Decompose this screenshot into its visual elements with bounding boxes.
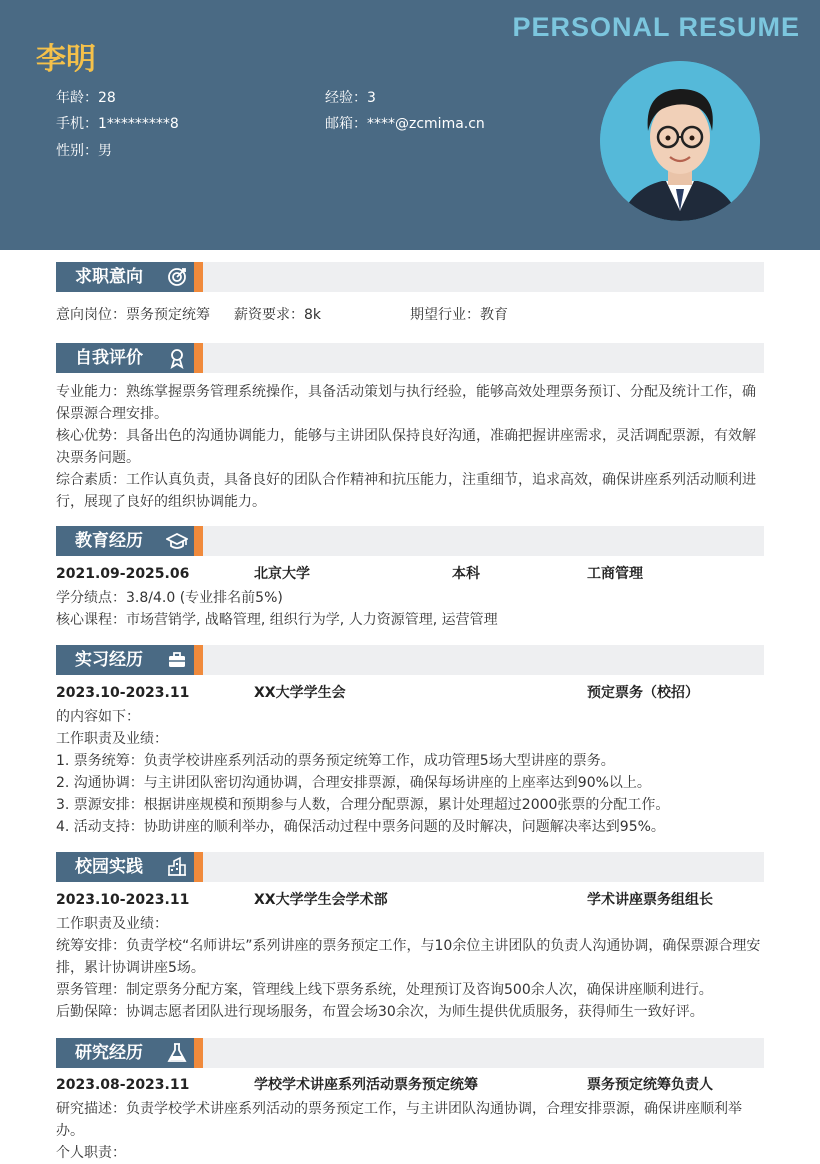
award-icon <box>166 347 188 369</box>
internship-line: 3. 票源安排：根据讲座规模和预期参与人数，合理分配票源，累计处理超过2000张票的分配工作。 <box>56 797 670 813</box>
education-period: 2021.09-2025.06 <box>56 566 190 582</box>
campus-line: 统筹安排：负责学校“名师讲坛”系列讲座的票务预定工作，与10余位主讲团队的负责人沟通协调，确保票源合理安排，累计协调讲座5场。 <box>56 938 761 976</box>
age-field: 年龄：28 <box>56 90 116 106</box>
email-field: 邮箱：****@zcmima.cn <box>325 116 485 132</box>
self-eval-qualities: 综合素质：工作认真负责，具备良好的团队合作精神和抗压能力，注重细节，追求高效，确保讲座系列活动顺利进行，展现了良好的组织协调能力。 <box>56 472 756 510</box>
section-internship <box>56 645 764 675</box>
education-major: 工商管理 <box>587 566 643 582</box>
research-project: 学校学术讲座系列活动票务预定统筹 <box>254 1077 478 1093</box>
internship-line: 工作职责及业绩： <box>56 731 168 747</box>
campus-line: 票务管理：制定票务分配方案，管理线上线下票务系统，处理预订及咨询500余人次，确保讲座顺利进行。 <box>56 982 713 998</box>
education-school: 北京大学 <box>254 566 310 582</box>
education-degree: 本科 <box>452 566 480 582</box>
research-role: 票务预定统筹负责人 <box>587 1077 713 1093</box>
resume-header <box>0 0 820 250</box>
education-courses: 核心课程：市场营销学, 战略管理, 组织行为学, 人力资源管理, 运营管理 <box>56 612 498 628</box>
research-duties-label: 个人职责： <box>56 1145 126 1161</box>
internship-line: 的内容如下： <box>56 709 140 725</box>
campus-line: 后勤保障：协调志愿者团队进行现场服务，布置会场30余次，为师生提供优质服务，获得师生一致好评。 <box>56 1004 704 1020</box>
gender-field: 性别：男 <box>56 143 112 159</box>
section-title: 求职意向 <box>75 267 143 287</box>
campus-organization: XX大学学生会学术部 <box>254 892 388 908</box>
internship-organization: XX大学学生会 <box>254 685 346 701</box>
salary-expectation: 薪资要求：8k <box>234 307 322 323</box>
intended-position: 意向岗位：票务预定统筹 <box>56 307 210 323</box>
section-title: 研究经历 <box>75 1043 143 1063</box>
graduation-cap-icon <box>166 530 188 552</box>
education-gpa: 学分绩点：3.8/4.0 (专业排名前5%) <box>56 590 283 606</box>
target-icon <box>166 266 188 288</box>
section-self-evaluation <box>56 343 764 373</box>
section-research <box>56 1038 764 1068</box>
section-campus-practice <box>56 852 764 882</box>
experience-field: 经验：3 <box>325 90 376 106</box>
research-description: 研究描述：负责学校学术讲座系列活动的票务预定工作，与主讲团队沟通协调，合理安排票源，确保讲座顺利举办。 <box>56 1101 742 1139</box>
research-period: 2023.08-2023.11 <box>56 1077 190 1093</box>
section-title: 自我评价 <box>75 348 143 368</box>
expected-industry: 期望行业：教育 <box>410 307 508 323</box>
briefcase-icon <box>166 649 188 671</box>
self-eval-strengths: 核心优势：具备出色的沟通协调能力，能够与主讲团队保持良好沟通，准确把握讲座需求，灵活调配票源，有效解决票务问题。 <box>56 428 756 466</box>
internship-line: 2. 沟通协调：与主讲团队密切沟通协调，合理安排票源，确保每场讲座的上座率达到90%以上。 <box>56 775 651 791</box>
section-title: 实习经历 <box>75 650 143 670</box>
campus-period: 2023.10-2023.11 <box>56 892 190 908</box>
section-education <box>56 526 764 556</box>
building-icon <box>166 856 188 878</box>
flask-icon <box>166 1042 188 1064</box>
internship-period: 2023.10-2023.11 <box>56 685 190 701</box>
campus-line: 工作职责及业绩： <box>56 916 168 932</box>
avatar <box>600 61 760 221</box>
internship-line: 4. 活动支持：协助讲座的顺利举办，确保活动过程中票务问题的及时解决，问题解决率达到95%。 <box>56 819 665 835</box>
phone-field: 手机：1*********8 <box>56 116 179 132</box>
campus-role: 学术讲座票务组组长 <box>587 892 713 908</box>
internship-role: 预定票务（校招） <box>587 685 699 701</box>
self-eval-professional: 专业能力：熟练掌握票务管理系统操作，具备活动策划与执行经验，能够高效处理票务预订、分配及统计工作，确保票源合理安排。 <box>56 384 756 422</box>
candidate-name: 李明 <box>36 42 96 77</box>
document-title: PERSONAL RESUME <box>512 12 800 42</box>
section-title: 教育经历 <box>75 531 143 551</box>
section-job-intent <box>56 262 764 292</box>
internship-line: 1. 票务统筹：负责学校讲座系列活动的票务预定统筹工作，成功管理5场大型讲座的票务。 <box>56 753 615 769</box>
section-title: 校园实践 <box>75 857 143 877</box>
